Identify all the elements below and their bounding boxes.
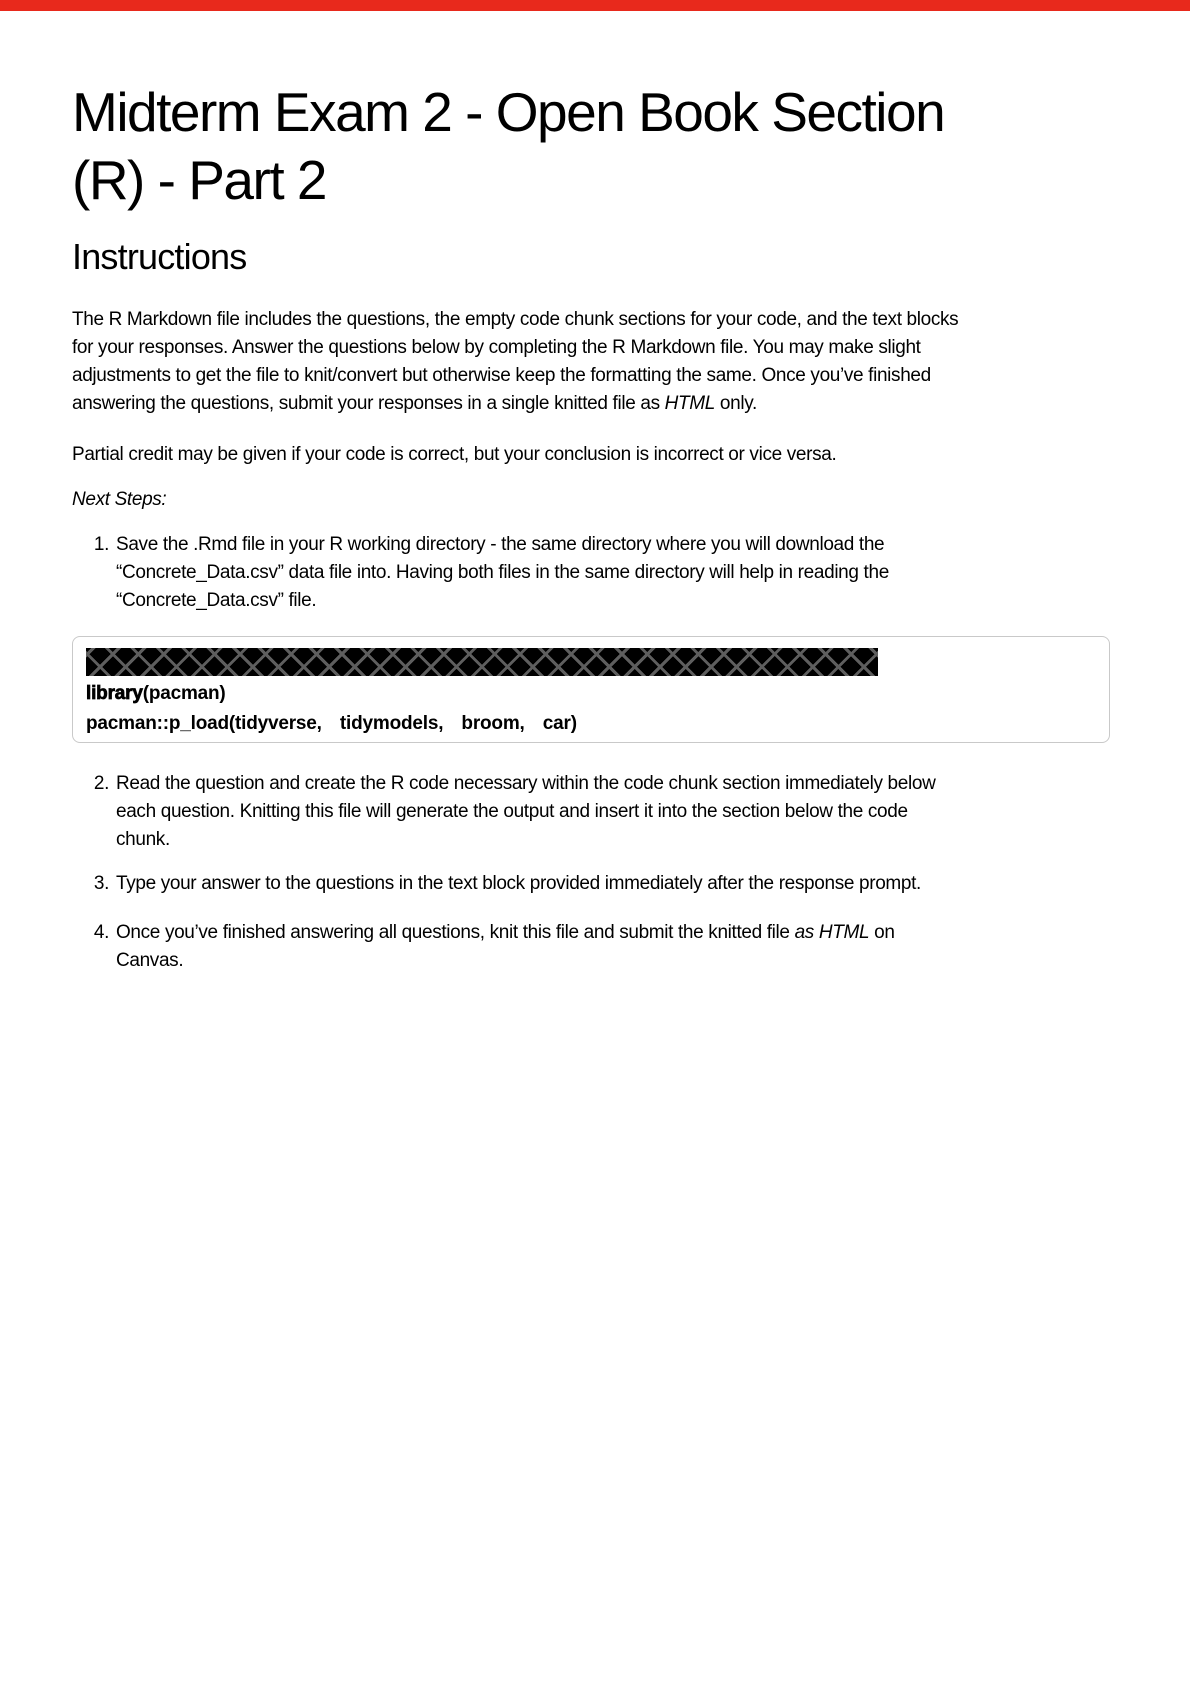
code-line-pload: pacman::p_load(tidyverse, tidymodels, broom, car) [86,712,577,734]
intro-paragraph-text: The R Markdown file includes the questions, the empty code chunk sections for your code, and the text blocks for your responses. Answer the questions below by completing the R Markdown file. You may make slight adjustments to get the file to knit/convert but otherwise keep the formatting the same. Once you’ve finished answering the questions, submit your responses in a single knitted file as [72,309,959,414]
step-4-tail: on Canvas. [116,922,895,971]
redacted-code-line [86,648,878,676]
code-block [72,636,1110,743]
intro-paragraph-tail: only. [714,393,757,414]
html-emphasis: HTML [664,393,715,414]
code-library-args: (pacman) [142,683,226,704]
document-title: Midterm Exam 2 - Open Book Section (R) - Part 2 [72,81,945,211]
partial-credit-paragraph: Partial credit may be given if your code is correct, but your conclusion is incorrect or vice versa. [72,444,837,465]
step-item-4 [114,919,959,975]
instructions-heading: Instructions [72,236,247,277]
as-html-emphasis: as HTML [794,922,870,943]
intro-paragraph [72,306,977,418]
step-item-3: 3. Type your answer to the questions in the text block provided immediately after the response prompt. [114,870,959,898]
step-item-2: 2. Read the question and create the R code necessary within the code chunk section immediately below each question. Knitting this file will generate the output and insert it into the section below the code chunk. [114,770,959,854]
code-keyword-library: library [86,683,143,704]
code-line-library [86,679,1096,709]
next-steps-label: Next Steps: [72,489,167,510]
steps-list-1 [72,531,1110,615]
step-4-text: Once you’ve finished answering all questions, knit this file and submit the knitted file [116,922,795,943]
step-item-1: 1. Save the .Rmd file in your R working directory - the same directory where you will download the “Concrete_Data.csv” data file into. Having both files in the same directory will help in reading the “Concrete_Data.csv” file. [114,531,959,615]
document-page [72,0,1110,975]
steps-list-2 [72,770,1110,975]
